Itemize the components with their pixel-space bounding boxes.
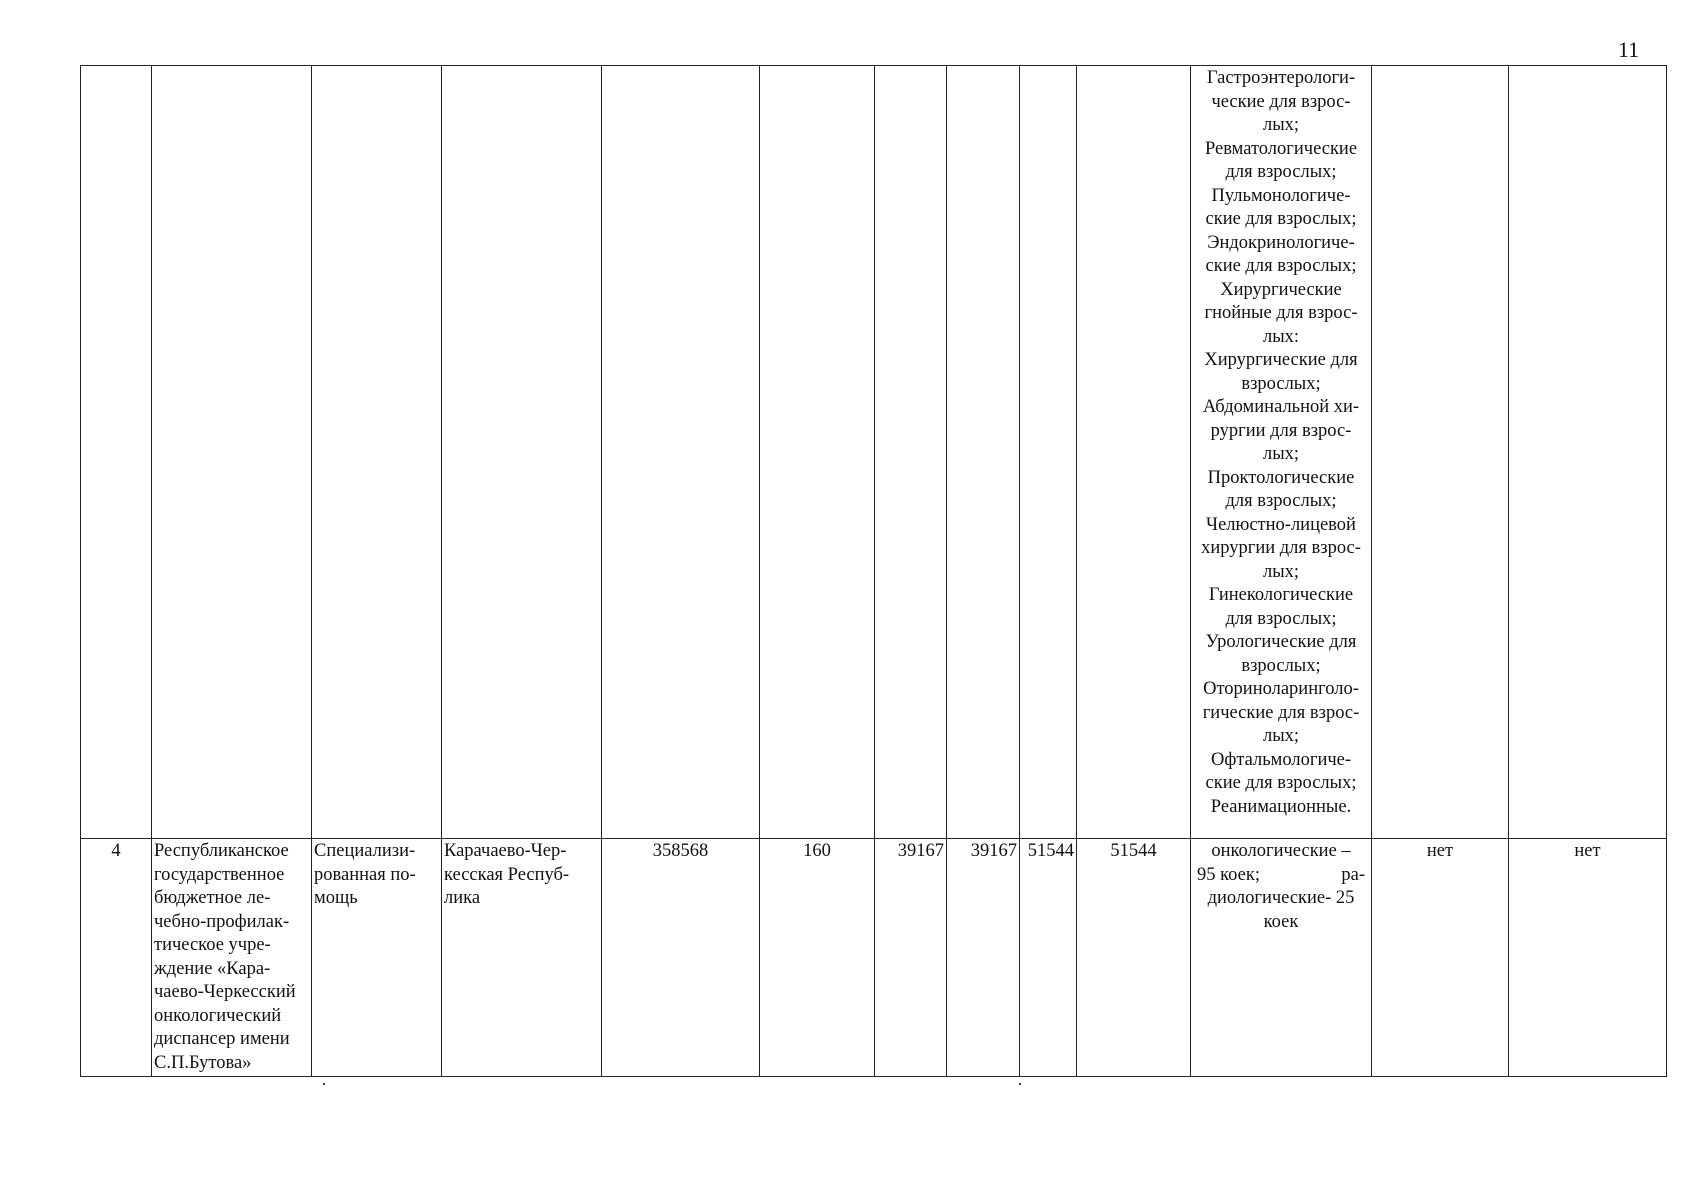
department-line: для взрослых;: [1225, 608, 1337, 629]
department-line: Урологические для: [1205, 632, 1357, 652]
department-line: для взрослых;: [1225, 162, 1337, 182]
bed-profile-line: диологические- 25: [1207, 888, 1355, 908]
cell-empty: [1509, 66, 1667, 839]
department-line: Эндокринологиче-: [1207, 232, 1355, 253]
cell-empty: [947, 66, 1020, 839]
scan-speck: [1019, 1083, 1021, 1085]
hospital-table: [80, 65, 1667, 1077]
department-line: Офтальмологиче-: [1210, 749, 1352, 770]
department-line: Абдоминальной хи-: [1202, 397, 1360, 417]
department-line: хирургии для взрос-: [1201, 538, 1361, 558]
cell-empty: [760, 66, 875, 839]
department-line: лых;: [1262, 115, 1300, 135]
value-cell: 51544: [1020, 839, 1077, 1077]
answer-cell: нет: [1509, 839, 1667, 1077]
cell-empty: [1020, 66, 1077, 839]
department-line: лых;: [1262, 726, 1300, 746]
value-cell: 39167: [875, 839, 947, 1077]
bed-profiles-cell: [1191, 839, 1372, 1077]
value-cell: 39167: [947, 839, 1020, 1077]
department-line: для взрослых;: [1225, 491, 1337, 511]
bed-profile-text: 95 коек;: [1197, 864, 1260, 885]
department-line: Гастроэнтерологи-: [1206, 68, 1356, 88]
department-line: гические для взрос-: [1202, 702, 1360, 723]
department-line: лых:: [1262, 326, 1300, 347]
cell-empty: [81, 66, 152, 839]
department-line: взрослых;: [1241, 373, 1321, 394]
answer-cell: нет: [1372, 839, 1509, 1077]
department-line: Хирургические: [1220, 279, 1342, 300]
bed-profile-line: [1193, 864, 1369, 888]
cell-empty: [442, 66, 602, 839]
value-cell: 51544: [1077, 839, 1191, 1077]
department-line: Хирургические для: [1204, 350, 1358, 370]
department-line: Оториноларинголо-: [1203, 679, 1359, 699]
department-line: ские для взрослых;: [1205, 773, 1357, 793]
table-row: [81, 839, 1667, 1077]
department-line: Ревматологические: [1204, 138, 1358, 159]
department-line: Гинекологические: [1208, 585, 1354, 605]
department-line: Пульмонологиче-: [1211, 185, 1351, 206]
cell-empty: [312, 66, 442, 839]
cell-empty: [1372, 66, 1509, 839]
department-line: рургии для взрос-: [1210, 420, 1352, 441]
institution-name-cell: Республиканское государственное бюджетное ле- чебно-профилак- тическое учре- ждение «Кара- чаево-Черкесский онкологический диспансер имени С.П.Бутова»: [152, 839, 312, 1077]
row-number-cell: 4: [81, 839, 152, 1077]
department-line: Челюстно-лицевой: [1206, 514, 1356, 535]
department-line: ческие для взрос-: [1211, 91, 1351, 112]
department-line: Проктологические: [1207, 467, 1355, 488]
care-type-cell: Специализи- рованная по- мощь: [312, 839, 442, 1077]
page-number: 11: [1618, 37, 1640, 62]
bed-profile-text: ра-: [1341, 864, 1365, 885]
cell-empty: [602, 66, 760, 839]
department-line: ские для взрослых;: [1205, 256, 1357, 276]
bed-profile-line: онкологические –: [1211, 841, 1351, 861]
scan-speck: [323, 1083, 325, 1085]
department-line: взрослых;: [1241, 655, 1321, 676]
department-line: лых;: [1262, 444, 1300, 464]
region-cell: Карачаево-Чер- кесская Респуб- лика: [442, 839, 602, 1077]
cell-empty: [1077, 66, 1191, 839]
department-line: гнойные для взрос-: [1204, 303, 1358, 323]
bed-profile-line: коек: [1263, 911, 1299, 932]
department-line: Реанимационные.: [1210, 796, 1352, 817]
cell-empty: [875, 66, 947, 839]
value-cell: 358568: [602, 839, 760, 1077]
cell-empty: [152, 66, 312, 839]
department-line: лых;: [1262, 561, 1300, 582]
departments-cell: [1191, 66, 1372, 839]
department-line: ские для взрослых;: [1205, 209, 1357, 229]
value-cell: 160: [760, 839, 875, 1077]
table-row-continuation: [81, 66, 1667, 839]
